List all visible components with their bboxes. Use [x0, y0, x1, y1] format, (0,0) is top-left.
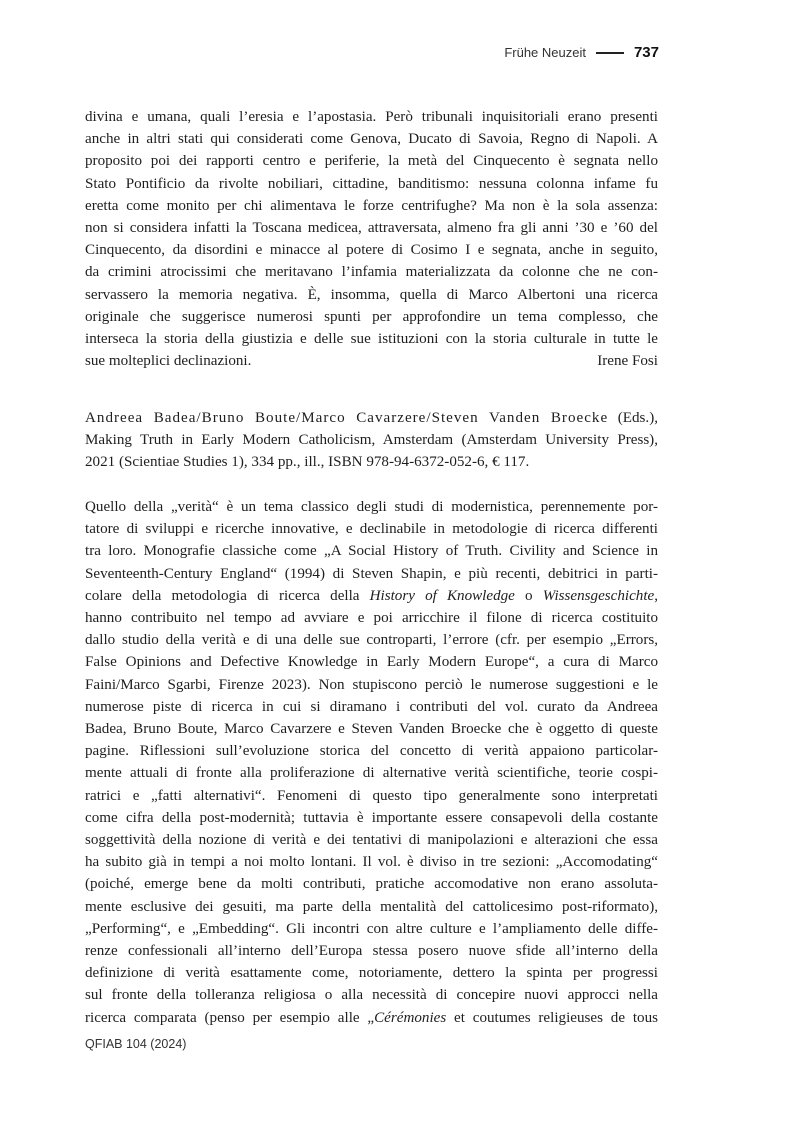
reviewer-signature: Irene Fosi: [597, 353, 658, 370]
citation-line: Making Truth in Early Modern Catholicism, Amsterdam (Amsterdam University Press),: [85, 432, 658, 449]
text-line: servassero la memoria negativa. È, insomma, quella di Marco Albertoni una ricerca: [85, 286, 658, 303]
text-line: pagine. Riflessioni sull’evoluzione storica del concetto di verità appaiono particolar-: [85, 743, 658, 760]
text-line: mente attuali di fronte alla proliferazione di alternative verità scientifiche, teorie cospi-: [85, 765, 658, 782]
journal-footer: QFIAB 104 (2024): [85, 1037, 187, 1051]
running-header: [504, 44, 659, 61]
text-line: „Performing“, e „Embedding“. Gli incontri con altre culture e l’ampliamento delle diffe-: [85, 920, 658, 937]
text-line: tatore di sviluppi e ricerche innovative, e declinabile in metodologie di ricerca differenti: [85, 521, 658, 538]
text-line: tra loro. Monografie classiche come „A Social History of Truth. Civility and Science in: [85, 543, 658, 560]
text-line: Faini/Marco Sgarbi, Firenze 2023). Non stupiscono perciò le numerose suggestioni e le: [85, 676, 658, 693]
italic-title: Wissensgeschichte: [542, 587, 655, 604]
text-segment: ,: [654, 587, 659, 604]
italic-title: Cérémonies: [374, 1009, 447, 1026]
text-line: eretta come monito per chi alimentava le forze centrifughe? Ma non è la sola assenza:: [85, 197, 658, 214]
italic-title: History of Knowledge: [369, 587, 515, 604]
text-line: non si considera infatti la Toscana medicea, attraversata, almeno fra gli anni ’30 e ’60 del: [85, 220, 658, 237]
text-line: Cinquecento, da disordini e minacce al potere di Cosimo I e segnata, anche in seguito,: [85, 242, 658, 259]
citation-editors: (Eds.),: [608, 410, 659, 426]
header-rule: [596, 52, 624, 54]
text-segment: colare della metodologia di ricerca della: [85, 587, 370, 604]
text-line: dallo studio della verità e di una delle sue controparti, l’errore (cfr. per esempio „Errors,: [85, 632, 658, 649]
text-line: definizione di verità esattamente come, notoriamente, dettero la spinta per progressi: [85, 965, 658, 982]
page-number: 737: [633, 44, 659, 61]
text-line: proposito poi dei rapporti centro e periferie, la metà del Cinquecento è segnata nello: [85, 153, 658, 170]
citation-line: 2021 (Scientiae Studies 1), 334 pp., ill., ISBN 978-94-6372-052-6, € 117.: [85, 454, 530, 471]
closing-line: [85, 350, 658, 372]
text-line: False Opinions and Defective Knowledge in Early Modern Europe“, a cura di Marco: [85, 654, 658, 671]
text-line: da crimini atrocissimi che meritavano l’infamia materializzata da colonne che ne con-: [85, 264, 658, 281]
text-line: interseca la storia della giustizia e delle sue istituzioni con la storia culturale in tutte le: [85, 331, 658, 348]
citation-line: [85, 407, 658, 429]
text-line: hanno contribuito nel tempo ad avviare e poi arricchire il filone di ricerca costituito: [85, 610, 658, 627]
text-line: ha subito già in tempi a noi molto lontani. Il vol. è diviso in tre sezioni: „Accomodating“: [85, 854, 658, 871]
text-line: sul fronte della tolleranza religiosa o alla necessità di concepire nuovi approcci nella: [85, 987, 658, 1004]
text-segment: o: [514, 587, 543, 604]
text-line: (poiché, emerge bene da molti contributi, pratiche accomodative non erano assoluta-: [85, 876, 658, 893]
text-line: sue molteplici declinazioni.: [85, 353, 252, 370]
text-line: divina e umana, quali l’eresia e l’apostasia. Però tribunali inquisitoriali erano presenti: [85, 109, 658, 125]
text-line: Stato Pontificio da rivolte nobiliari, cittadine, banditismo: nessuna colonna infame fu: [85, 175, 658, 192]
text-line: mente esclusive dei gesuiti, ma parte della mentalità del cattolicesimo post-riformato),: [85, 898, 658, 915]
text-line: anche in altri stati qui considerati come Genova, Ducato di Savoia, Regno di Napoli. A: [85, 131, 658, 148]
text-line: renze confessionali all’interno dell’Europa stessa posero nuove sfide all’interno della: [85, 943, 658, 960]
text-line: [85, 1007, 658, 1029]
text-line: soggettività della nozione di verità e dei tentativi di manipolazioni e alterazioni che essa: [85, 832, 658, 849]
text-segment: et coutumes religieuses de tous: [446, 1009, 658, 1026]
review-paragraph: [85, 496, 658, 1029]
text-line: numerose piste di ricerca in cui si diramano i contributi del vol. curato da Andreea: [85, 698, 658, 715]
text-line: Badea, Bruno Boute, Marco Cavarzere e Steven Vanden Broecke che è oggetto di queste: [85, 721, 658, 738]
running-header-section: Frühe Neuzeit: [504, 45, 586, 60]
text-line: originale che suggerisce numerosi spunti per approfondire un tema complesso, che: [85, 308, 658, 325]
review-ending-paragraph: [85, 106, 658, 372]
text-line: Quello della „verità“ è un tema classico degli studi di modernistica, perennemente por-: [85, 499, 658, 515]
text-line: ratrici e „fatti alternativi“. Fenomeni di questo tipo generalmente sono interpretati: [85, 787, 658, 804]
citation-authors: Andreea Badea/Bruno Boute/Marco Cavarzere/Steven Vanden Broecke: [85, 410, 609, 426]
text-line: Seventeenth-Century England“ (1994) di Steven Shapin, e più recenti, debitrici in parti-: [85, 565, 658, 582]
book-citation: [85, 407, 658, 474]
text-line: come cifra della post-modernità; tuttavia è importante essere consapevoli della costante: [85, 809, 658, 826]
text-segment: ricerca comparata (penso per esempio alle „: [85, 1009, 375, 1026]
text-line: [85, 585, 658, 607]
